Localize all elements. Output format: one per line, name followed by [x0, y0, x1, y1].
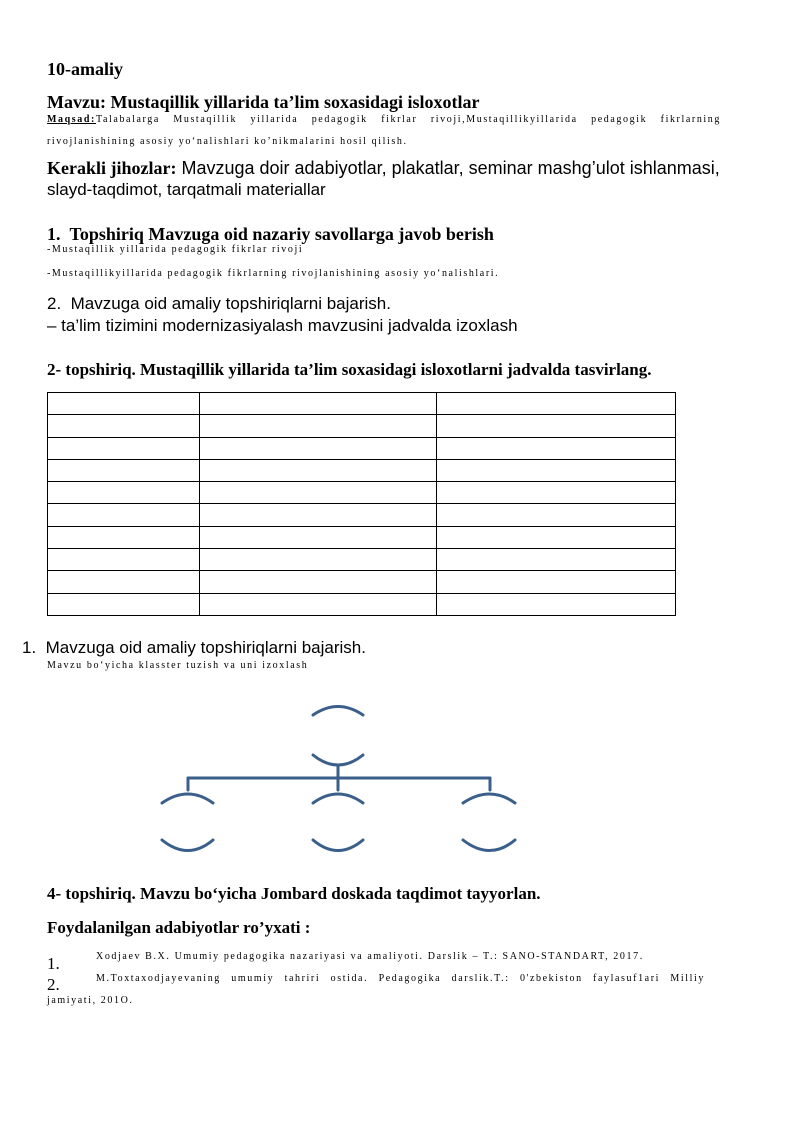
table-row: [48, 415, 676, 437]
reference-1-number: 1.: [47, 954, 60, 973]
table-cell: [199, 593, 437, 615]
table-cell: [199, 482, 437, 504]
reform-table: [47, 392, 676, 616]
practical-subtitle: – ta’lim tizimini modernizasiyalash mavzusini jadvalda izoxlash: [47, 316, 518, 335]
task1-title: Topshiriq Mavzuga oid nazariy savollarga javob berish: [69, 224, 494, 244]
cluster-left-arc-lower: [162, 840, 213, 851]
equipment-label: Kerakli jihozlar:: [47, 158, 177, 178]
table-cell: [48, 459, 200, 481]
task1-question-1: -Mustaqillik yillarida pedagogik fikrlar rivoji: [47, 244, 304, 255]
task3-number: 1.: [22, 638, 37, 657]
table-row: [48, 437, 676, 459]
cluster-diagram: [150, 695, 530, 865]
table-row: [48, 504, 676, 526]
table-cell: [437, 393, 676, 415]
table-row: [48, 549, 676, 571]
equipment-text-1: Mavzuga doir adabiyotlar, plakatlar, seminar mashg’ulot ishlanmasi,: [176, 158, 720, 178]
goal-label: Maqsad:: [47, 114, 96, 125]
table-row: [48, 526, 676, 548]
table-cell: [48, 415, 200, 437]
table-cell: [199, 549, 437, 571]
references-heading: Foydalanilgan adabiyotlar ro’yxati :: [47, 918, 311, 937]
cluster-right-arc-lower: [463, 840, 515, 851]
table-cell: [437, 482, 676, 504]
table-row: [48, 393, 676, 415]
table-cell: [48, 504, 200, 526]
table-cell: [199, 415, 437, 437]
table-cell: [48, 526, 200, 548]
table-cell: [48, 482, 200, 504]
task1-question-2: -Mustaqillikyillarida pedagogik fikrlarning rivojlanishining asosiy yo‘nalishlari.: [47, 268, 500, 279]
table-row: [48, 482, 676, 504]
goal-line-2: rivojlanishining asosiy yo‘nalishlari ko’nikmalarini hosil qilish.: [47, 136, 408, 147]
task3-subtitle: Mavzu bo‘yicha klasster tuzish va uni izoxlash: [47, 660, 309, 671]
table-cell: [199, 459, 437, 481]
cluster-top-arc-lower: [313, 755, 363, 765]
table-cell: [48, 549, 200, 571]
equipment-line-2: slayd-taqdimot, tarqatmali materiallar: [47, 180, 326, 199]
task2-heading: 2- topshiriq. Mustaqillik yillarida ta’lim soxasidagi isloxotlarni jadvalda tasvirlang.: [47, 360, 652, 379]
reference-1-text: Xodjaev B.X. Umumiy pedagogika nazariyasi va amaliyoti. Darslik – T.: SANO-STANDART, 2017.: [96, 951, 644, 962]
table-cell: [48, 393, 200, 415]
table-cell: [437, 549, 676, 571]
table-row: [48, 459, 676, 481]
table-cell: [199, 393, 437, 415]
task1-number: 1.: [47, 224, 61, 244]
table-cell: [199, 504, 437, 526]
table-row: [48, 593, 676, 615]
table-cell: [437, 504, 676, 526]
table-cell: [437, 593, 676, 615]
practical-heading: [47, 294, 391, 314]
table-cell: [199, 437, 437, 459]
cluster-center-arc-lower: [313, 840, 363, 851]
table-cell: [199, 571, 437, 593]
task3-title: Mavzuga oid amaliy topshiriqlarni bajarish.: [45, 638, 366, 657]
table-cell: [437, 459, 676, 481]
task3-heading: [22, 638, 366, 658]
reference-2-text-2: jamiyati, 201O.: [47, 995, 134, 1006]
table-cell: [48, 571, 200, 593]
practical-number: 2.: [47, 294, 62, 313]
table-cell: [437, 571, 676, 593]
topic-heading: Mavzu: Mustaqillik yillarida ta’lim soxasidagi isloxotlar: [47, 92, 480, 112]
table-cell: [199, 526, 437, 548]
table-cell: [437, 526, 676, 548]
task4-heading: 4- topshiriq. Mavzu bo‘yicha Jombard doskada taqdimot tayyorlan.: [47, 884, 541, 903]
table-cell: [48, 437, 200, 459]
table-cell: [437, 437, 676, 459]
page-title: 10-amaliy: [47, 59, 123, 79]
goal-line-1: [47, 114, 721, 125]
table-cell: [48, 593, 200, 615]
goal-text-1: Talabalarga Mustaqillik yillarida pedagogik fikrlar rivoji,Mustaqillikyillarida pedagogik fikrlarning: [95, 114, 721, 125]
equipment-line-1: [47, 158, 720, 179]
task1-heading: [47, 224, 494, 245]
cluster-center-arc-upper: [313, 794, 363, 803]
reference-2-text-1: M.Toxtaxodjayevaning umumiy tahriri ostida. Pedagogika darslik.T.: 0'zbekiston faylasuf1ari Milliy: [96, 973, 705, 984]
cluster-top-arc-upper: [313, 707, 363, 716]
table-row: [48, 571, 676, 593]
cluster-left-arc-upper: [162, 794, 213, 803]
reference-2-number: 2.: [47, 975, 60, 994]
practical-title: Mavzuga oid amaliy topshiriqlarni bajarish.: [70, 294, 391, 313]
table-cell: [437, 415, 676, 437]
cluster-right-arc-upper: [463, 794, 515, 803]
